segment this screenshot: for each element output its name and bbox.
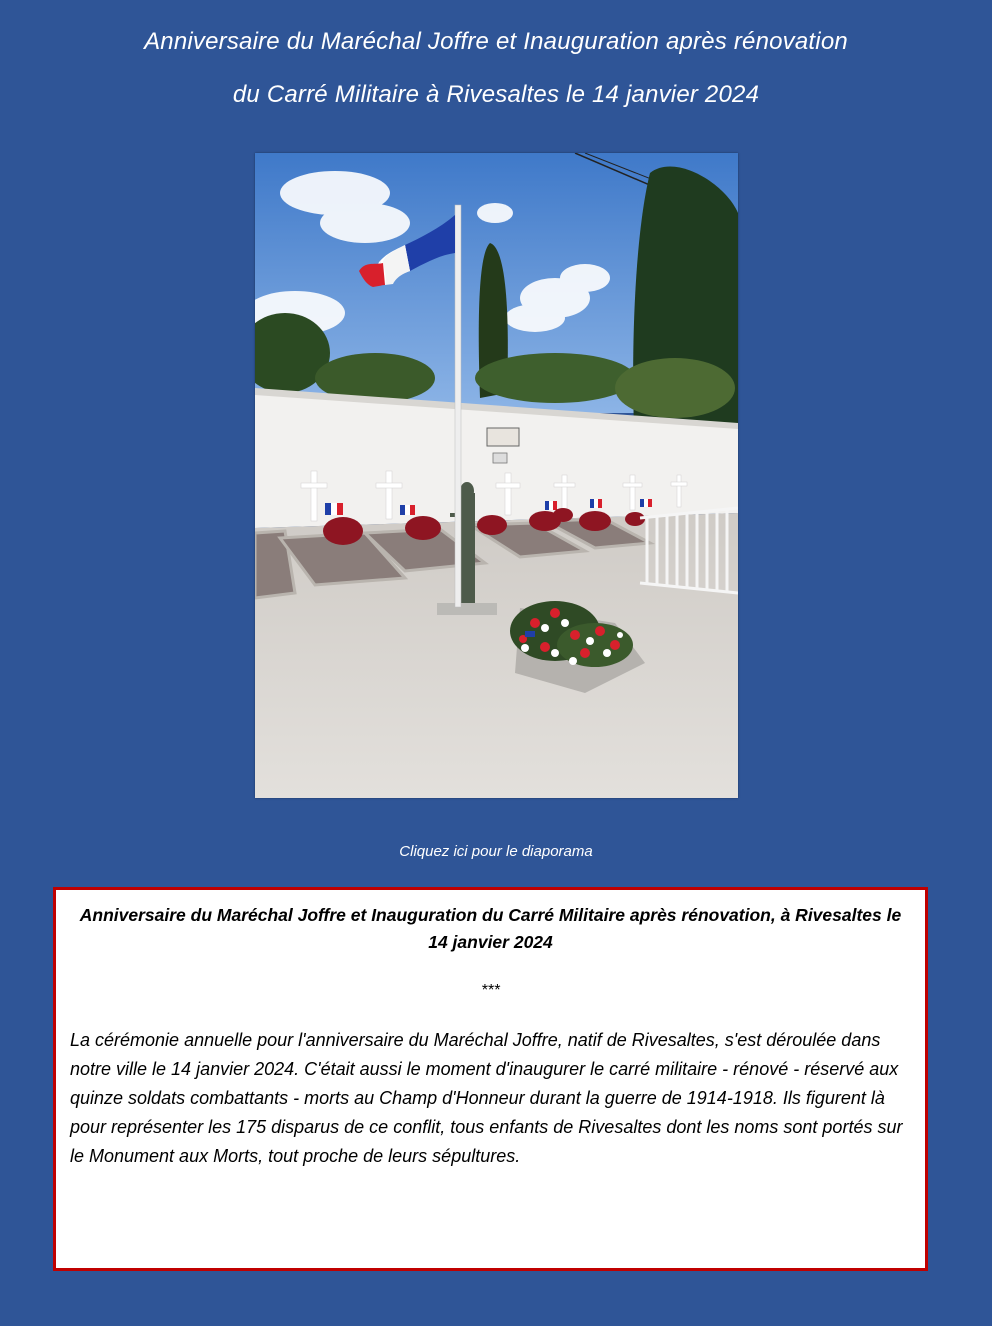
slideshow-link[interactable]: Cliquez ici pour le diaporama xyxy=(399,843,593,860)
flagpole xyxy=(455,205,461,607)
page-title-line-1: Anniversaire du Maréchal Joffre et Inauguration après rénovation xyxy=(144,28,848,55)
cemetery-photo[interactable] xyxy=(255,153,738,798)
article-title: Anniversaire du Maréchal Joffre et Inauguration du Carré Militaire après rénovation, à Rivesaltes le 14 janvier 2024 xyxy=(79,905,902,952)
separator: *** xyxy=(481,982,500,999)
article-box xyxy=(53,887,928,1271)
page-title-line-2: du Carré Militaire à Rivesaltes le 14 janvier 2024 xyxy=(232,81,760,108)
article-body: La cérémonie annuelle pour l'anniversaire du Maréchal Joffre, natif de Rivesaltes, s'est déroulée dans notre ville le 14 janvier 2024. C'était aussi le moment d'inaugurer le carré militaire - rénové - réservé aux quinze soldats combattants - morts au Champ d'Honneur durant la guerre de 1914-1918. Ils figurent là pour représenter les 175 disparus de ce conflit, tous enfants de Rivesaltes dont les noms sont portés sur le Monument aux Morts, tout proche de leurs sépultures. xyxy=(70,1030,903,1166)
